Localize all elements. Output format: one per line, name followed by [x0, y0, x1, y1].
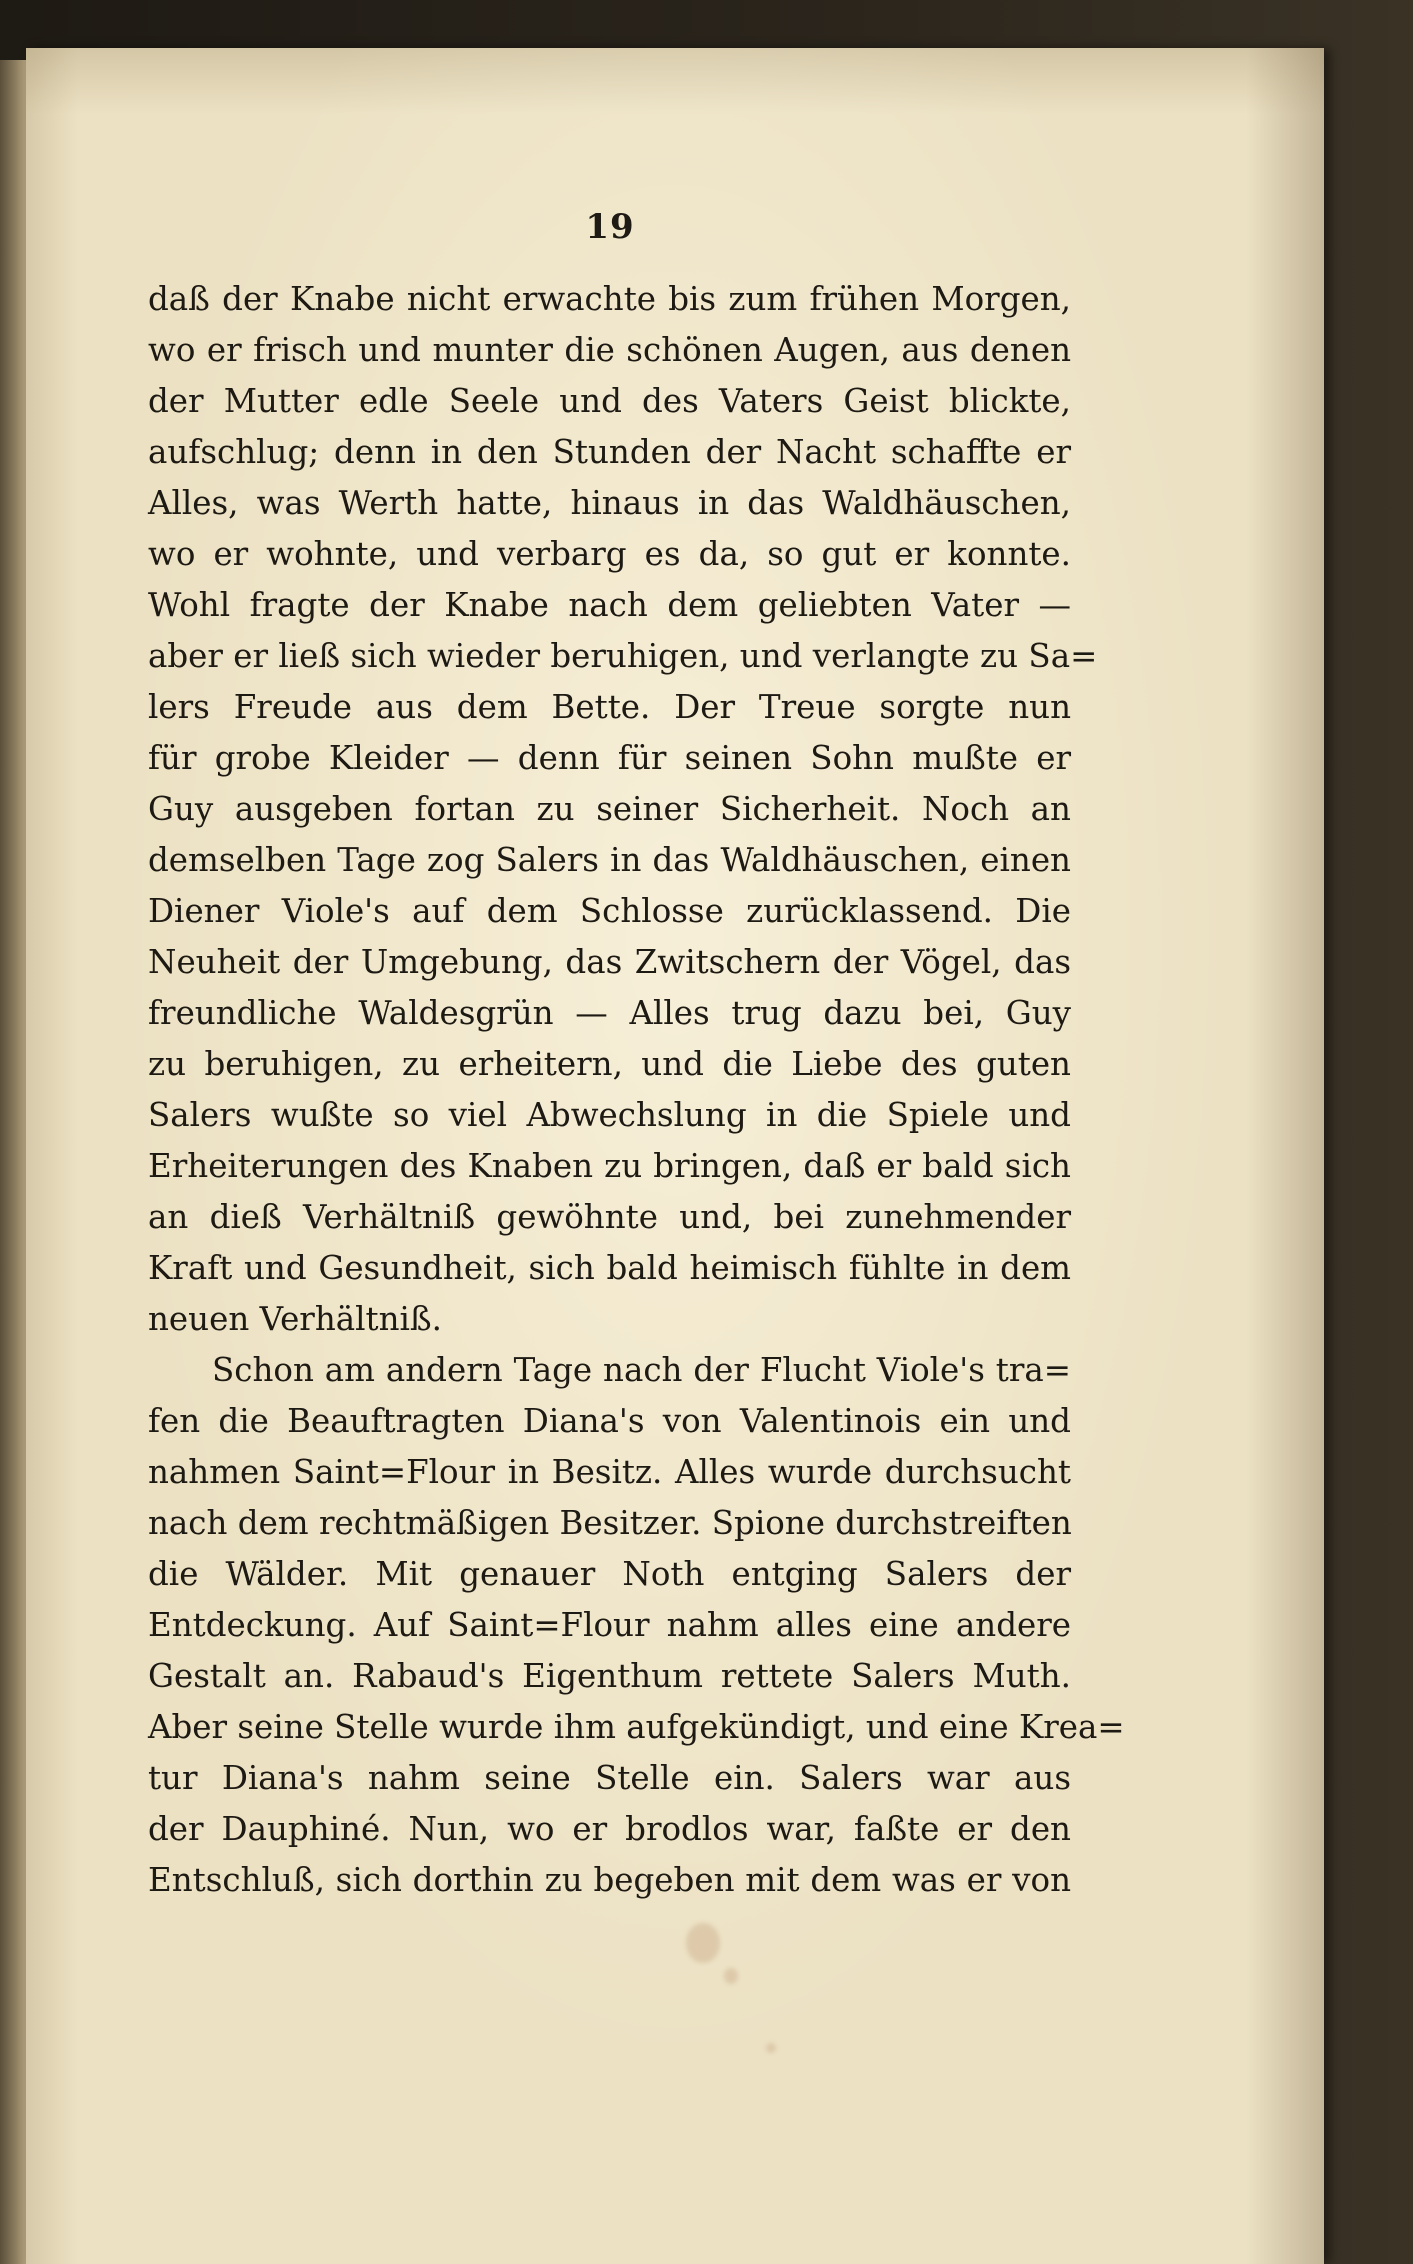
- text-line: die Wälder. Mit genauer Noth entging Salers der: [148, 1555, 1071, 1593]
- paragraph-1: [148, 274, 1098, 1345]
- text-line: Guy ausgeben fortan zu seiner Sicherheit. Noch an: [148, 790, 1071, 828]
- body-text: [148, 274, 1125, 1906]
- text-line: an dieß Verhältniß gewöhnte und, bei zunehmender: [148, 1198, 1071, 1236]
- text-line: aber er ließ sich wieder beruhigen, und verlangte zu Sa=: [148, 637, 1098, 675]
- text-line: daß der Knabe nicht erwachte bis zum frühen Morgen,: [148, 280, 1071, 318]
- paragraph-2: [148, 1345, 1125, 1906]
- text-line: lers Freude aus dem Bette. Der Treue sorgte nun: [148, 688, 1071, 726]
- book-spine: [0, 60, 26, 2264]
- paper-stain: [724, 1968, 738, 1984]
- text-line: wo er wohnte, und verbarg es da, so gut er konnte.: [148, 535, 1071, 573]
- text-line: Wohl fragte der Knabe nach dem geliebten Vater —: [148, 586, 1071, 624]
- text-line: der Dauphiné. Nun, wo er brodlos war, faßte er den: [148, 1810, 1071, 1848]
- text-line: Entdeckung. Auf Saint=Flour nahm alles eine andere: [148, 1606, 1071, 1644]
- text-line: zu beruhigen, zu erheitern, und die Liebe des guten: [148, 1045, 1071, 1083]
- text-line: Aber seine Stelle wurde ihm aufgekündigt, und eine Krea=: [148, 1708, 1125, 1746]
- text-line: Erheiterungen des Knaben zu bringen, daß er bald sich: [148, 1147, 1071, 1185]
- text-line: Salers wußte so viel Abwechslung in die Spiele und: [148, 1096, 1071, 1134]
- text-line: demselben Tage zog Salers in das Waldhäuschen, einen: [148, 841, 1071, 879]
- text-line: aufschlug; denn in den Stunden der Nacht schaffte er: [148, 433, 1071, 471]
- text-line: Neuheit der Umgebung, das Zwitschern der Vögel, das: [148, 943, 1071, 981]
- page-number: 19: [585, 207, 635, 247]
- text-line: Entschluß, sich dorthin zu begeben mit dem was er von: [148, 1861, 1071, 1899]
- text-line: Alles, was Werth hatte, hinaus in das Waldhäuschen,: [148, 484, 1071, 522]
- text-line: der Mutter edle Seele und des Vaters Geist blickte,: [148, 382, 1071, 420]
- text-line: neuen Verhältniß.: [148, 1300, 442, 1338]
- text-line: für grobe Kleider — denn für seinen Sohn mußte er: [148, 739, 1071, 777]
- text-line: tur Diana's nahm seine Stelle ein. Salers war aus: [148, 1759, 1071, 1797]
- text-line: nahmen Saint=Flour in Besitz. Alles wurde durchsucht: [148, 1453, 1071, 1491]
- paper-stain: [686, 1923, 720, 1963]
- text-line: freundliche Waldesgrün — Alles trug dazu bei, Guy: [148, 994, 1071, 1032]
- text-line: fen die Beauftragten Diana's von Valentinois ein und: [148, 1402, 1071, 1440]
- text-line: Gestalt an. Rabaud's Eigenthum rettete Salers Muth.: [148, 1657, 1071, 1695]
- text-line: wo er frisch und munter die schönen Augen, aus denen: [148, 331, 1071, 369]
- text-line: nach dem rechtmäßigen Besitzer. Spione durchstreiften: [148, 1504, 1072, 1542]
- paper-stain: [766, 2043, 776, 2053]
- text-line: Schon am andern Tage nach der Flucht Viole's tra=: [212, 1351, 1071, 1389]
- text-line: Kraft und Gesundheit, sich bald heimisch fühlte in dem: [148, 1249, 1071, 1287]
- text-line: Diener Viole's auf dem Schlosse zurücklassend. Die: [148, 892, 1071, 930]
